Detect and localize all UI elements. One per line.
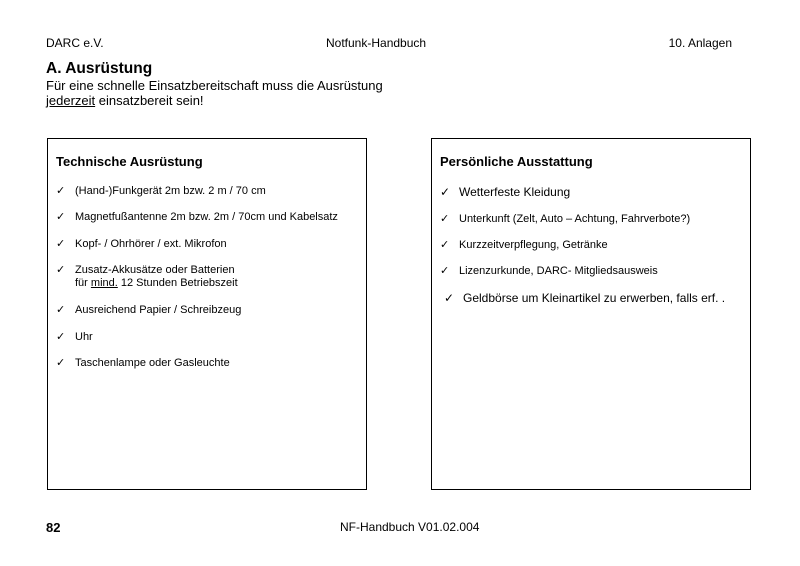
check-icon: ✓ [56, 331, 66, 343]
list-item [56, 211, 338, 224]
list-item [440, 185, 570, 199]
list-item-text: Magnetfußantenne 2m bzw. 2m / 70cm und Kabelsatz [75, 211, 338, 223]
list-item-text: (Hand-)Funkgerät 2m bzw. 2 m / 70 cm [75, 185, 266, 197]
list-item-text: Lizenzurkunde, DARC- Mitgliedsausweis [459, 265, 658, 277]
list-item-text: Kopf- / Ohrhörer / ext. Mikrofon [75, 238, 227, 250]
list-item-line-2-prefix: für [75, 277, 91, 289]
list-item-text: Kurzzeitverpflegung, Getränke [459, 239, 608, 251]
personal-equipment-title: Persönliche Ausstattung [440, 154, 593, 169]
technical-equipment-title: Technische Ausrüstung [56, 154, 203, 169]
list-item-text: Taschenlampe oder Gasleuchte [75, 357, 230, 369]
header-chapter: 10. Anlagen [668, 36, 732, 50]
check-icon: ✓ [444, 291, 455, 305]
list-item-underlined-word: mind. [90, 277, 118, 289]
list-item-line-2-rest: 12 Stunden Betriebszeit [117, 277, 238, 289]
list-item [444, 291, 725, 305]
section-title: A. Ausrüstung [46, 60, 153, 77]
list-item [440, 239, 608, 252]
list-item [56, 238, 227, 251]
check-icon: ✓ [56, 264, 66, 276]
list-item [56, 357, 230, 370]
footer-version: NF-Handbuch V01.02.004 [340, 520, 480, 534]
list-item-text: Geldbörse um Kleinartikel zu erwerben, falls erf. . [463, 291, 726, 305]
list-item-text: Ausreichend Papier / Schreibzeug [75, 304, 242, 316]
section-intro [46, 78, 446, 108]
intro-underlined-word: jederzeit [46, 93, 96, 108]
intro-line-1: Für eine schnelle Einsatzbereitschaft muss die Ausrüstung [46, 78, 383, 93]
check-icon: ✓ [440, 185, 451, 199]
list-item [440, 265, 658, 278]
personal-equipment-box [431, 138, 751, 490]
check-icon: ✓ [440, 239, 450, 251]
list-item [56, 185, 266, 198]
check-icon: ✓ [56, 238, 66, 250]
intro-line-2: einsatzbereit sein! [95, 93, 204, 108]
technical-equipment-box [47, 138, 367, 490]
header-organization: DARC e.V. [46, 36, 104, 50]
list-item [56, 304, 241, 317]
check-icon: ✓ [56, 211, 66, 223]
list-item-text: Unterkunft (Zelt, Auto – Achtung, Fahrverbote?) [459, 213, 691, 225]
list-item [56, 331, 93, 344]
check-icon: ✓ [440, 213, 450, 225]
list-item [440, 213, 690, 226]
list-item [56, 264, 238, 290]
check-icon: ✓ [440, 265, 450, 277]
list-item-text [75, 264, 238, 290]
check-icon: ✓ [56, 357, 66, 369]
list-item-text: Uhr [75, 331, 93, 343]
list-item-line-1: Zusatz-Akkusätze oder Batterien [75, 264, 235, 276]
list-item-text: Wetterfeste Kleidung [459, 185, 571, 199]
header-document-title: Notfunk-Handbuch [326, 36, 427, 50]
page-number: 82 [46, 520, 61, 535]
check-icon: ✓ [56, 185, 66, 197]
check-icon: ✓ [56, 304, 66, 316]
